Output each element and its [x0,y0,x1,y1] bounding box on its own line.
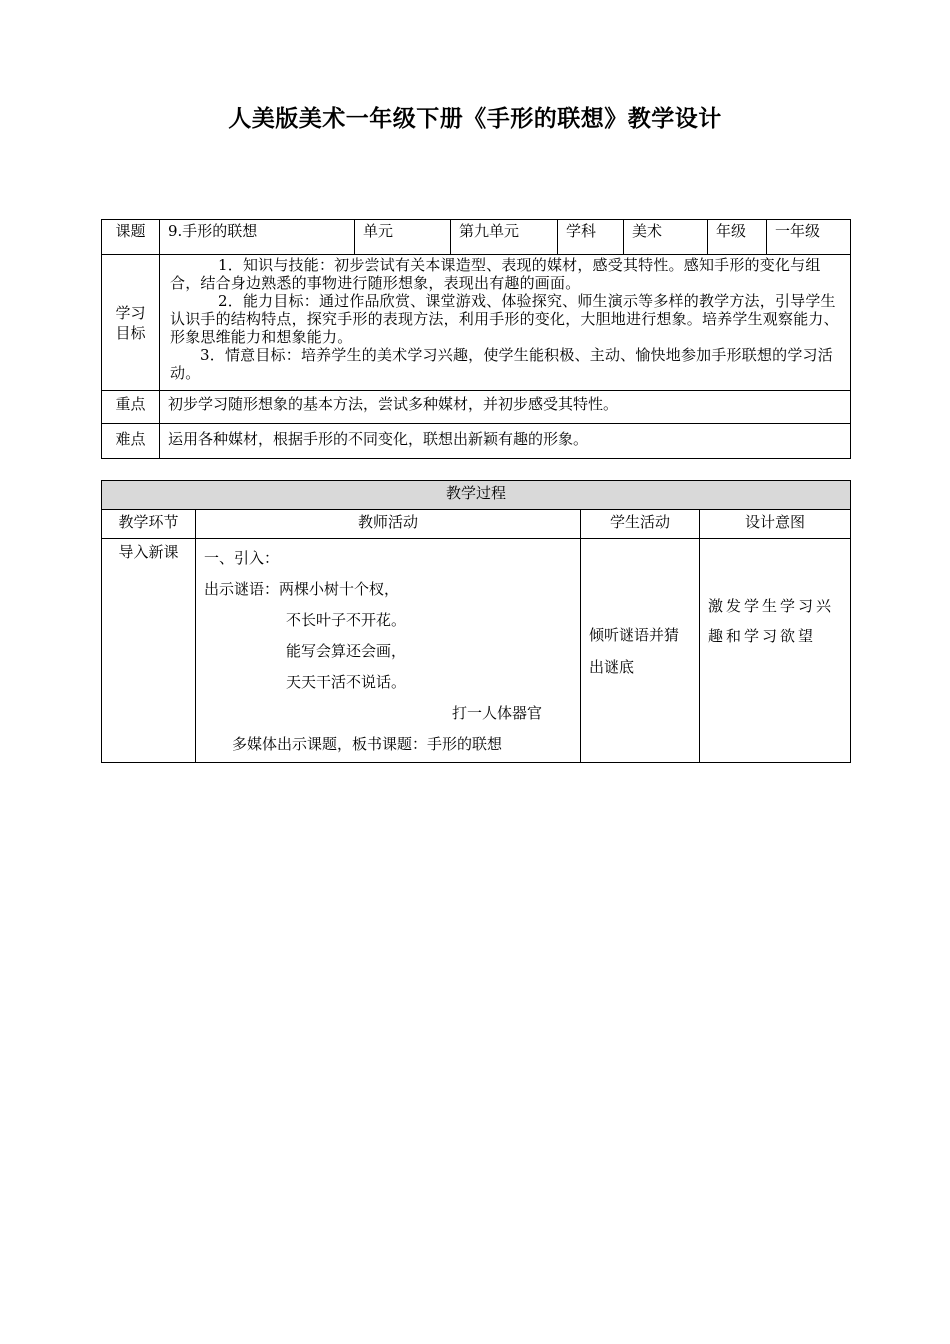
subject-value: 美术 [624,220,708,255]
topic-value: 9.手形的联想 [160,220,355,255]
table-row [102,539,851,763]
grade-value: 一年级 [767,220,851,255]
teacher-activity-cell [196,539,581,763]
unit-label: 单元 [355,220,451,255]
teacher-line: 出示谜语：两棵小树十个杈， [204,580,400,598]
subject-label: 学科 [558,220,624,255]
objectives-label: 学习目标 [102,255,160,391]
difficulties-label: 难点 [102,424,160,459]
design-intent-cell: 激发学生学习兴趣和学习欲望 [700,539,851,763]
teacher-line: 打一人体器官 [451,704,542,722]
objectives-content [160,255,851,391]
objective-knowledge: 1．知识与技能：初步尝试有关本课造型、表现的媒材，感受其特性。感知手形的变化与组合，结合身边熟悉的事物进行随形想象，表现出有趣的画面。 [170,256,821,292]
process-header: 教学过程 [102,481,851,510]
column-header-design: 设计意图 [700,510,851,539]
unit-value: 第九单元 [451,220,558,255]
objective-ability: 2．能力目标：通过作品欣赏、课堂游戏、体验探究、师生演示等多样的教学方法，引导学生认识手的结构特点，探究手形的表现方法，利用手形的变化，大胆地进行想象。培养学生观察能力、形象思维能力和想象能力。 [170,292,839,346]
grade-label: 年级 [708,220,767,255]
difficulties-value: 运用各种媒材，根据手形的不同变化，联想出新颖有趣的形象。 [160,424,851,459]
document-title: 人美版美术一年级下册《手形的联想》教学设计 [228,106,722,132]
lesson-info-table [101,219,851,459]
teacher-line: 不长叶子不开花。 [286,611,407,629]
key-points-value: 初步学习随形想象的基本方法，尝试多种媒材，并初步感受其特性。 [160,391,851,424]
topic-label: 课题 [102,220,160,255]
column-header-stage: 教学环节 [102,510,196,539]
teacher-line: 一、引入： [204,549,280,567]
teacher-line: 能写会算还会画， [286,642,407,660]
column-header-teacher: 教师活动 [196,510,581,539]
teaching-process-table [101,480,851,763]
stage-cell: 导入新课 [102,539,196,763]
column-header-student: 学生活动 [581,510,700,539]
teacher-line: 天天干活不说话。 [286,673,407,691]
key-points-label: 重点 [102,391,160,424]
teacher-line: 多媒体出示课题，板书课题：手形的联想 [232,735,503,753]
student-activity-cell: 倾听谜语并猜出谜底 [581,539,700,763]
objective-emotion: 3．情意目标：培养学生的美术学习兴趣，使学生能积极、主动、愉快地参加手形联想的学习活动。 [170,346,833,382]
